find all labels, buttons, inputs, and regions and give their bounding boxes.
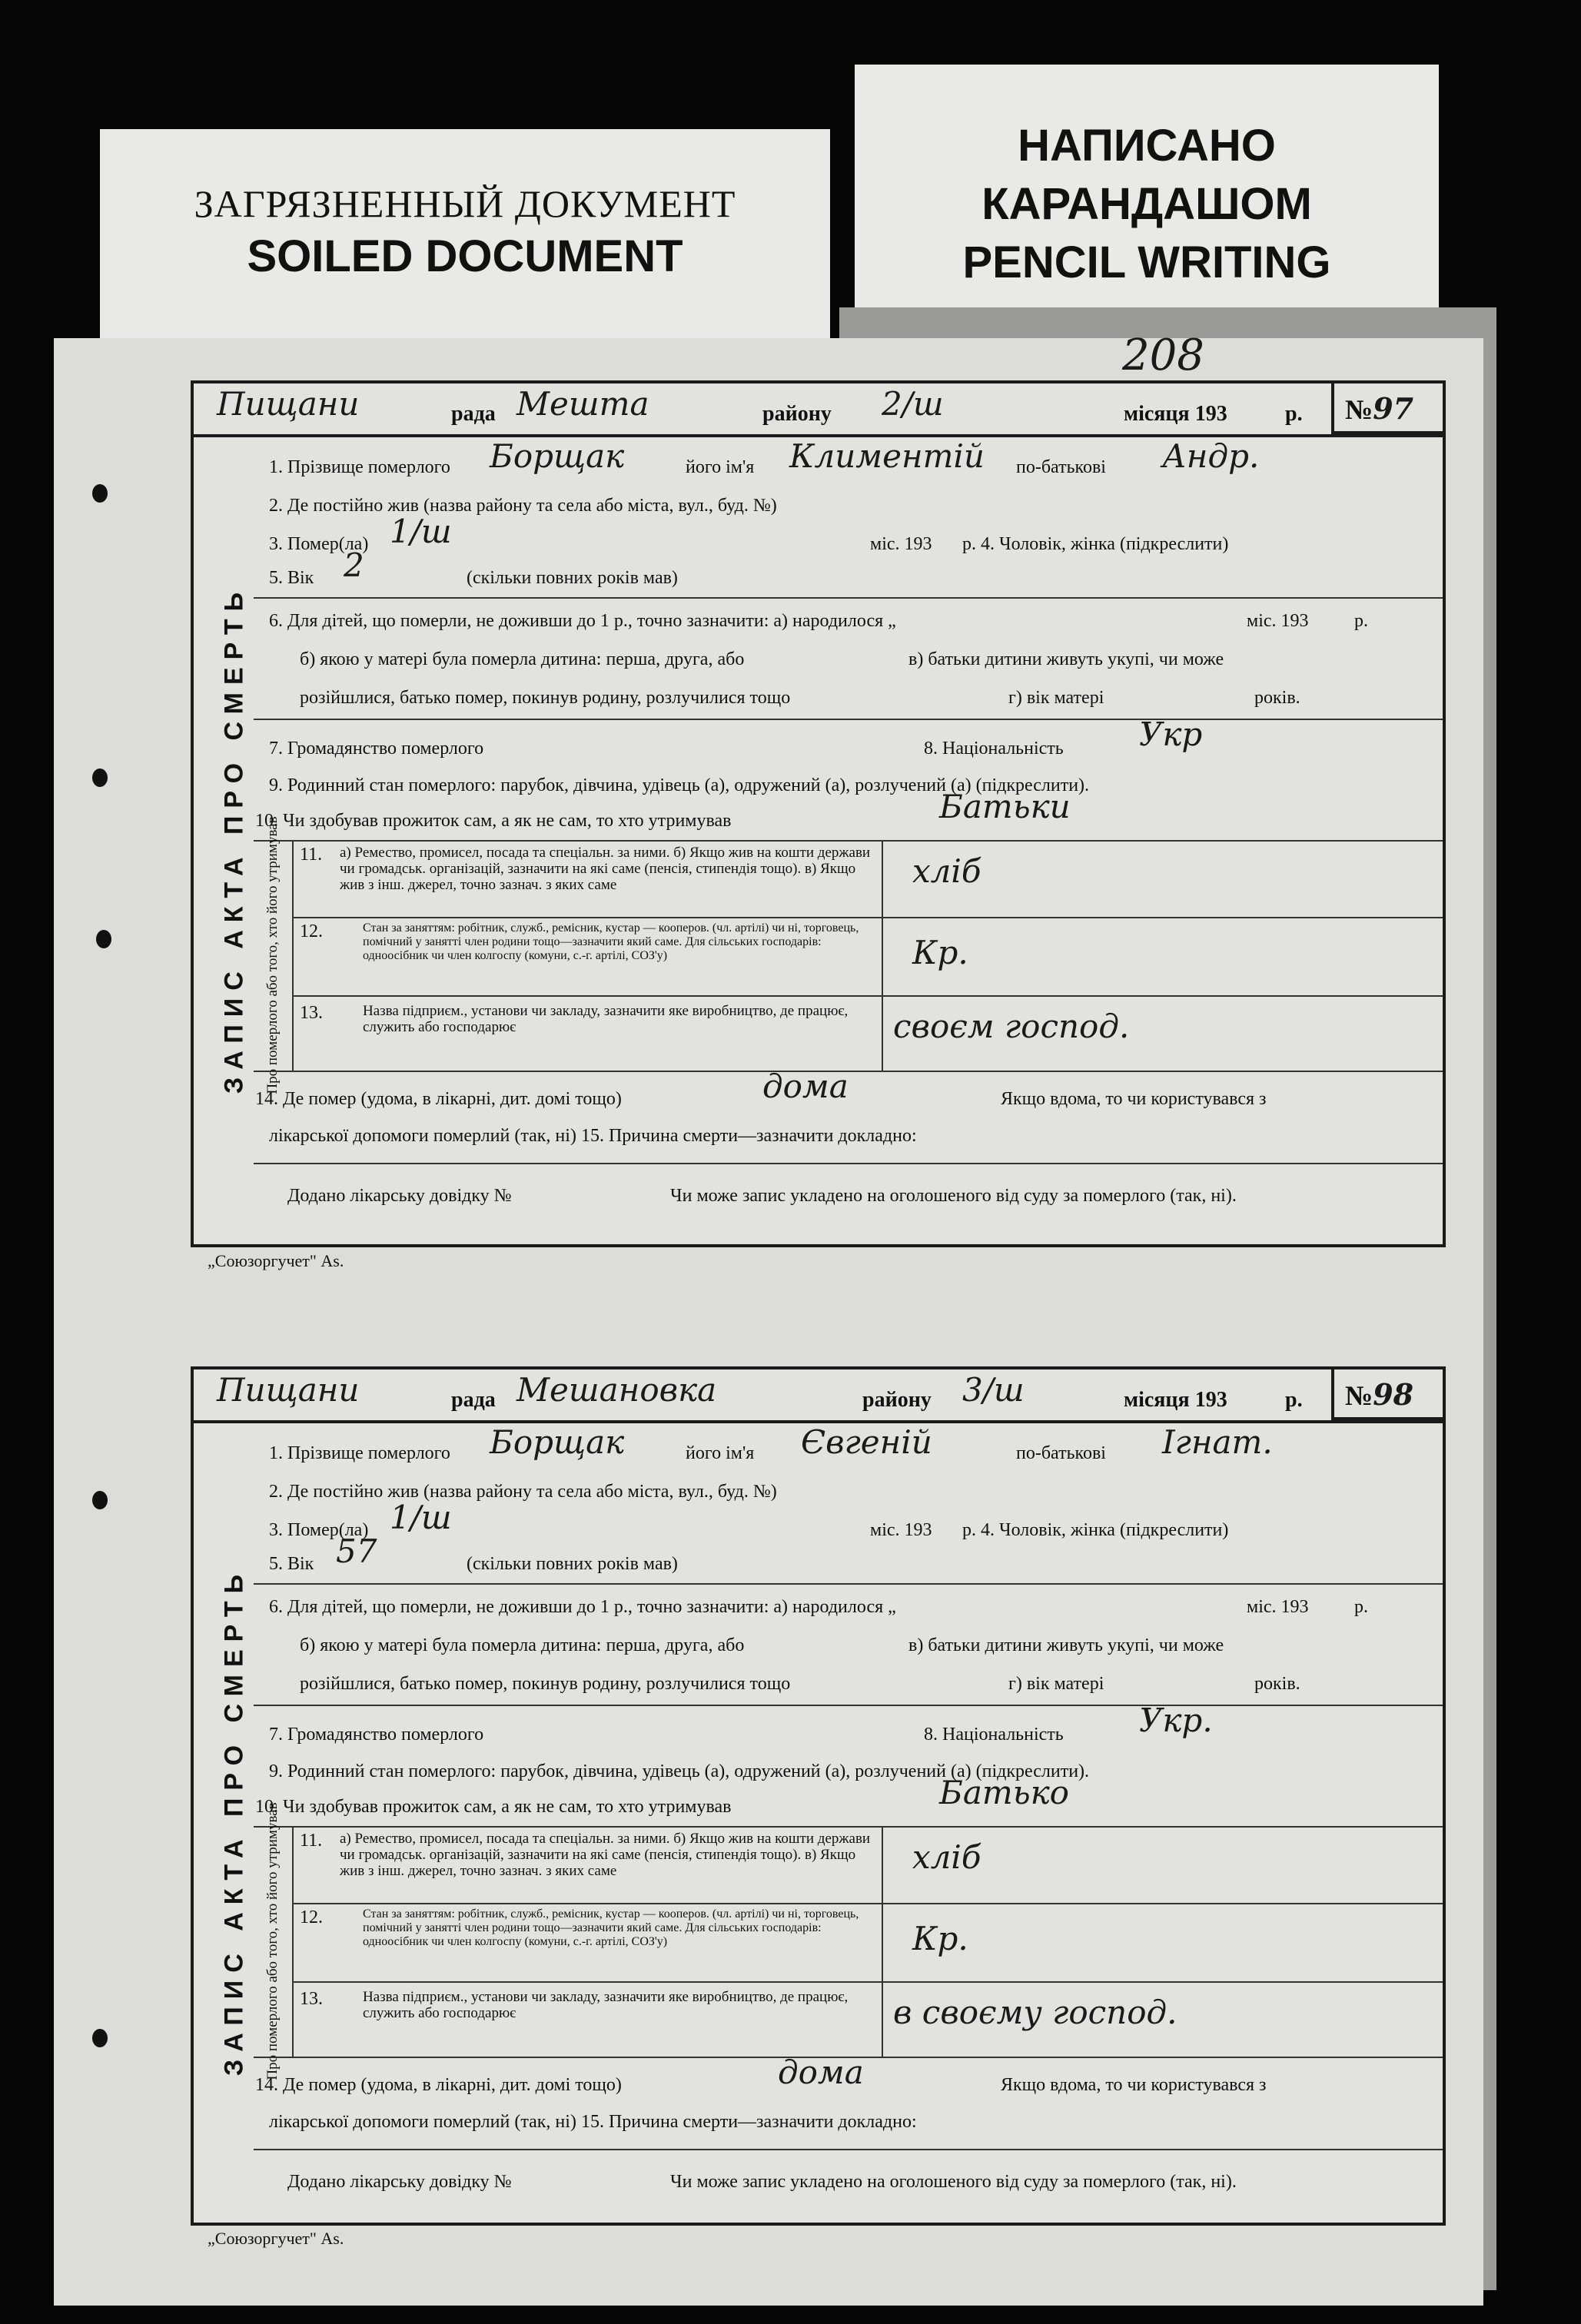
divider [254,840,1443,842]
field-12-label: Стан за заняттям: робітник, служб., ремісник, кустар — кооперов. (чл. артілі) чи ні, торговець, помічний у занятті член родини тощо—зазначити який саме. Для сільських господарів: одноосібник чи член колгоспу (комуни, с.-г. артілі, СОЗ'у) [363,921,859,962]
field-name-label: його ім'я [686,457,755,477]
surname-value: Борщак [490,1423,625,1461]
field-age-label: 5. Вік [269,1554,314,1574]
record-number-box [1331,383,1443,434]
rada-handwritten: Пищани [217,385,360,423]
divider [254,1705,1443,1706]
field-marital-label: 9. Родинний стан померлого: парубок, дівчина, удівець (а), одружений (а), розлучений (а) (підкреслити). [269,1761,1090,1781]
divider [292,840,294,1071]
field-nationality-label: 8. Національність [924,1725,1064,1745]
side-subtitle-text: Про померлого або того, хто його утримував [264,816,281,1094]
patronymic-value: Андр. [1162,437,1260,475]
surname-value: Борщак [490,437,625,475]
record-number: 98 [1373,1377,1414,1412]
field-6b-label: б) якою у матері була померла дитина: перша, друга, або [300,649,745,669]
field-15-label: лікарської допомоги померлий (так, ні) 15. Причина смерти—зазначити докладно: [269,2112,917,2132]
field-residence-label: 2. Де постійно жив (назва району та села або міста, вул., буд. №) [269,1482,777,1502]
field-certificate-label: Додано лікарську довідку № [287,2172,512,2192]
field-age-hint: (скільки повних років мав) [467,1554,678,1574]
field-sex-label: р. 4. Чоловік, жінка (підкреслити) [962,534,1229,554]
field-6c-label: в) батьки дитини живуть укупі, чи може [908,1635,1224,1655]
field-died-label: 3. Помер(ла) [269,534,369,554]
side-title [215,434,254,1244]
divider [254,2149,1443,2150]
field-6a-label: 6. Для дітей, що померли, не доживши до 1 р., точно зазначити: а) народилося „ [269,1597,896,1617]
field-11-number: 11. [300,845,323,865]
field-sex-label: р. 4. Чоловік, жінка (підкреслити) [962,1520,1229,1540]
field-age-hint: (скільки повних років мав) [467,568,678,588]
field-age-label: 5. Вік [269,568,314,588]
died-value: 1/ш [390,1499,452,1536]
pencil-label-line1: НАПИСАНО [1018,121,1276,171]
field-6d-label: г) вік матері [1008,688,1104,708]
divider [292,1981,1443,1983]
divider [882,1826,883,2057]
field-marital-label: 9. Родинний стан померлого: парубок, дівчина, удівець (а), одружений (а), розлучений (а) (підкреслити). [269,775,1090,795]
patronymic-value: Ігнат. [1162,1423,1273,1461]
divider [254,1826,1443,1828]
field-11-number: 11. [300,1831,323,1851]
divider [882,840,883,1071]
field-6a-year: р. [1354,611,1368,631]
died-value: 1/ш [390,513,452,550]
supported-by-value: Батько [939,1774,1069,1811]
field-6a-label: 6. Для дітей, що померли, не доживши до 1 р., точно зазначити: а) народилося „ [269,611,896,631]
field-13-number: 13. [300,1003,323,1023]
field-6d-label: г) вік матері [1008,1674,1104,1694]
date-handwritten: 2/ш [882,385,944,423]
place-of-death-value: дома [762,1067,849,1105]
field-name-label: його ім'я [686,1443,755,1463]
field-6a-month: міс. 193 [1247,1597,1309,1617]
field-patronymic-label: по-батькові [1016,1443,1106,1463]
field-court-label: Чи може запис укладено на оголошеного від суду за померлого (так, ні). [670,1186,1237,1206]
field-died-label: 3. Помер(ла) [269,1520,369,1540]
date-handwritten: 3/ш [962,1371,1025,1409]
name-value: Євгеній [801,1423,932,1461]
field-6c-cont: розійшлися, батько помер, покинув родину, розлучилися тощо [300,688,791,708]
soiled-document-label [100,129,830,346]
side-title-text: ЗАПИС АКТА ПРО СМЕРТЬ [219,584,249,1094]
soiled-label-en: SOILED DOCUMENT [247,231,683,281]
nationality-value: Укр [1139,715,1203,753]
pencil-label-line2: КАРАНДАШОМ [981,179,1312,229]
field-6d-suffix: років. [1254,1674,1300,1694]
field-support-label: 10. Чи здобував прожиток сам, а як не сам, то хто утримував [255,811,732,831]
soiled-label-ru: ЗАГРЯЗНЕННЫЙ ДОКУМЕНТ [194,182,736,225]
workplace-value: своєм господ. [893,1008,1130,1045]
punch-hole [96,930,111,948]
field-support-label: 10. Чи здобував прожиток сам, а як не сам, то хто утримував [255,1797,732,1817]
rada-label: рада [451,1388,496,1412]
rayon-label: району [762,402,832,426]
supported-by-value: Батьки [939,788,1071,825]
record-number: 97 [1373,391,1414,426]
divider [292,995,1443,997]
field-15-label: лікарської допомоги померлий (так, ні) 15. Причина смерти—зазначити докладно: [269,1126,917,1146]
field-citizenship-label: 7. Громадянство померлого [269,1725,484,1745]
field-13-label: Назва підприєм., установи чи закладу, зазначити яке виробництво, де працює, служить або господарює [363,1989,849,2021]
field-surname-label: 1. Прізвище померлого [269,457,450,477]
punch-hole [92,2029,108,2047]
field-died-month-label: міс. 193 [870,534,932,554]
field-14-home-label: Якщо вдома, то чи користувався з [1001,2075,1267,2095]
village-handwritten: Мешановка [516,1371,717,1409]
pencil-label-en: PENCIL WRITING [962,237,1331,287]
year-suffix: р. [1285,402,1303,426]
rada-handwritten: Пищани [217,1371,360,1409]
field-14-home-label: Якщо вдома, то чи користувався з [1001,1089,1267,1109]
side-title [215,1420,254,2223]
pencil-writing-label [855,65,1439,347]
rayon-label: району [862,1388,932,1412]
workplace-value: в своєму господ. [893,1994,1177,2031]
field-patronymic-label: по-батькові [1016,457,1106,477]
field-citizenship-label: 7. Громадянство померлого [269,739,484,759]
village-handwritten: Мешта [516,385,649,423]
field-6c-cont: розійшлися, батько помер, покинув родину, розлучилися тощо [300,1674,791,1694]
occupation-value: хліб [912,852,981,890]
year-suffix: р. [1285,1388,1303,1412]
punch-hole [92,769,108,787]
field-6a-month: міс. 193 [1247,611,1309,631]
record-number-box [1331,1370,1443,1420]
field-6a-year: р. [1354,1597,1368,1617]
field-14-label: 14. Де помер (удома, в лікарні, дит. домі тощо) [255,2075,622,2095]
month-label: місяця 193 [1124,402,1227,426]
punch-hole [92,1491,108,1509]
side-subtitle [254,816,292,1094]
death-record-form-1 [191,380,1446,1247]
age-value: 2 [344,546,364,584]
printer-mark: „Союзоргучет" As. [208,2229,344,2248]
divider [254,1163,1443,1164]
age-value: 57 [336,1532,377,1570]
field-12-number: 12. [300,1907,323,1927]
divider [254,1583,1443,1585]
field-14-label: 14. Де помер (удома, в лікарні, дит. домі тощо) [255,1089,622,1109]
side-subtitle [254,1802,292,2080]
month-label: місяця 193 [1124,1388,1227,1412]
field-6b-label: б) якою у матері була померла дитина: перша, друга, або [300,1635,745,1655]
field-certificate-label: Додано лікарську довідку № [287,1186,512,1206]
number-label: № [1345,394,1373,425]
status-value: Кр. [912,934,968,971]
field-11-label: а) Ремество, промисел, посада та спеціальн. за ними. б) Якщо жив на кошти держави чи громадськ. організацій, зазначити на які саме (пенсія, стипендія тощо). в) Якщо жив з інш. джерел, точно зазнач. з яких саме [340,845,871,893]
field-13-label: Назва підприєм., установи чи закладу, зазначити яке виробництво, де працює, служить або господарює [363,1003,849,1035]
field-12-label: Стан за заняттям: робітник, служб., ремісник, кустар — кооперов. (чл. артілі) чи ні, торговець, помічний у занятті член родини тощо—зазначити який саме. Для сільських господарів: одноосібник чи член колгоспу (комуни, с.-г. артілі, СОЗ'у) [363,1907,859,1948]
status-value: Кр. [912,1920,968,1957]
field-13-number: 13. [300,1989,323,2009]
field-court-label: Чи може запис укладено на оголошеного від суду за померлого (так, ні). [670,2172,1237,2192]
death-record-form-2 [191,1366,1446,2226]
divider [292,1903,1443,1904]
divider [292,917,1443,918]
divider [254,597,1443,599]
printer-mark: „Союзоргучет" As. [208,1251,344,1270]
field-12-number: 12. [300,921,323,941]
record-header [194,1370,1443,1423]
field-6d-suffix: років. [1254,688,1300,708]
divider [292,1826,294,2057]
field-11-label: а) Ремество, промисел, посада та спеціальн. за ними. б) Якщо жив на кошти держави чи громадськ. організацій, зазначити на які саме (пенсія, стипендія тощо). в) Якщо жив з інш. джерел, точно зазнач. з яких саме [340,1831,871,1879]
rada-label: рада [451,402,496,426]
field-died-month-label: міс. 193 [870,1520,932,1540]
nationality-value: Укр. [1139,1702,1213,1739]
sheet-number-handwritten: 208 [1122,330,1204,380]
divider [254,719,1443,720]
occupation-value: хліб [912,1838,981,1876]
side-subtitle-text: Про померлого або того, хто його утримував [264,1802,281,2080]
field-residence-label: 2. Де постійно жив (назва району та села або міста, вул., буд. №) [269,496,777,516]
field-6c-label: в) батьки дитини живуть укупі, чи може [908,649,1224,669]
field-surname-label: 1. Прізвище померлого [269,1443,450,1463]
number-label: № [1345,1380,1373,1411]
place-of-death-value: дома [778,2053,864,2091]
punch-hole [92,484,108,503]
side-title-text: ЗАПИС АКТА ПРО СМЕРТЬ [219,1566,249,2077]
record-header [194,383,1443,437]
name-value: Климентій [789,437,985,475]
field-nationality-label: 8. Національність [924,739,1064,759]
